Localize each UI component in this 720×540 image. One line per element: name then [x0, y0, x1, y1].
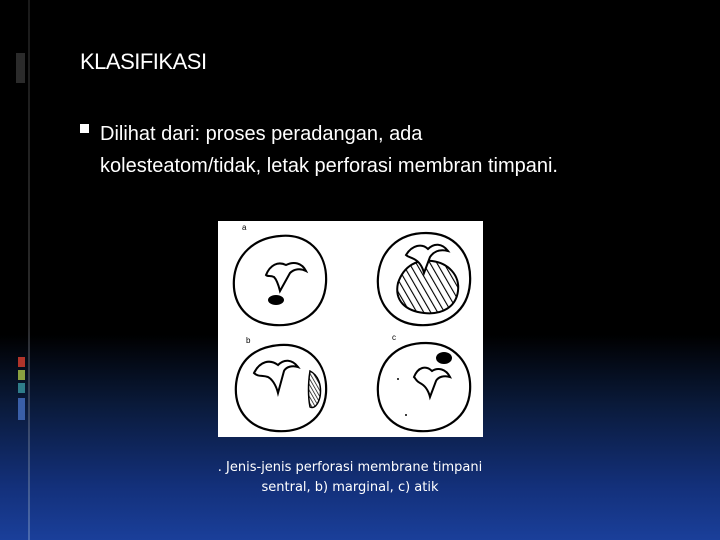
membrane-b	[236, 345, 326, 431]
bullet-line-2: kolesteatom/tidak, letak perforasi membran timpani.	[100, 155, 558, 177]
figure-caption	[190, 458, 510, 498]
left-vertical-rule	[28, 0, 30, 540]
membrane-c	[378, 343, 470, 431]
bullet-item	[80, 118, 680, 182]
accent-bar-teal	[18, 383, 25, 393]
figure-drawing	[218, 221, 483, 437]
figure-label-b: b	[246, 336, 251, 345]
bullet-text	[100, 118, 680, 182]
slide-title: KLASIFIKASI	[80, 49, 207, 74]
figure-label-a: a	[242, 223, 247, 232]
caption-line-1: . Jenis-jenis perforasi membrane timpani	[217, 460, 483, 475]
title-marker-block	[16, 53, 25, 83]
bullet-line-1: Dilihat dari: proses peradangan, ada	[100, 123, 423, 145]
caption-line-2: sentral, b) marginal, c) atik	[261, 480, 439, 495]
accent-bar-blue	[18, 398, 25, 420]
membrane-a-right	[378, 233, 470, 325]
accent-bar-red	[18, 357, 25, 367]
membrane-a-left	[234, 236, 326, 326]
tympanic-membrane-figure	[218, 221, 483, 437]
accent-bar-green	[18, 370, 25, 380]
square-bullet-icon	[80, 124, 89, 133]
figure-label-c: c	[392, 333, 396, 342]
